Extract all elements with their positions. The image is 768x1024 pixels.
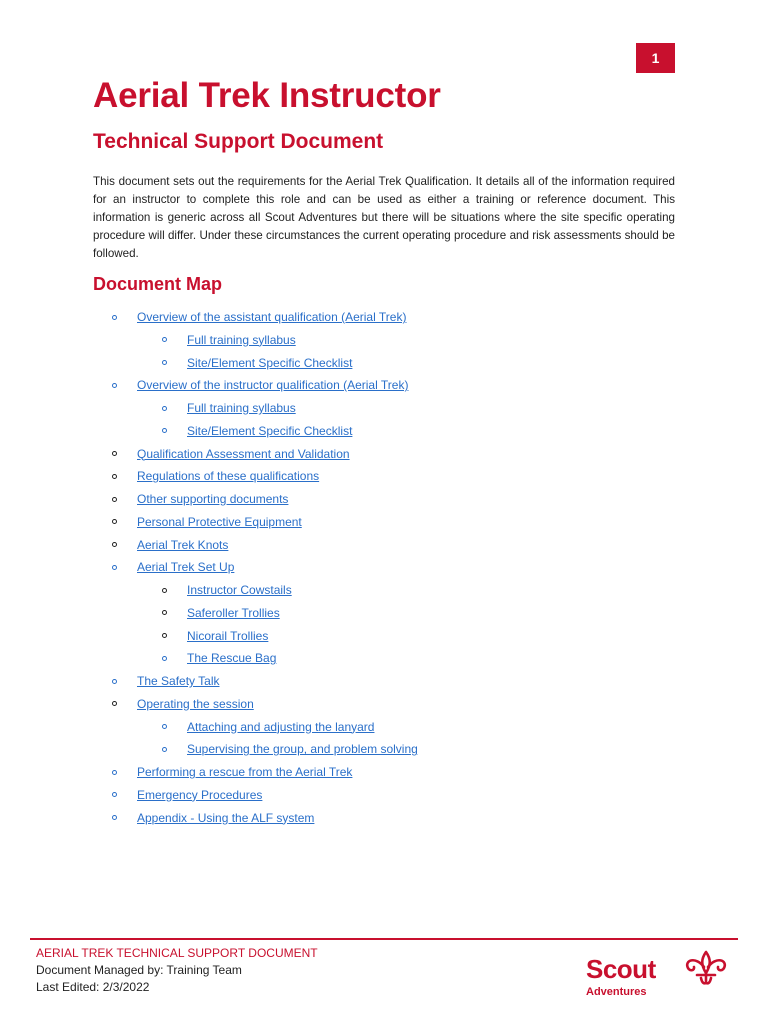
- document-map-item[interactable]: [112, 308, 406, 326]
- document-map-item[interactable]: [112, 536, 228, 554]
- footer-managed-by: Document Managed by: Training Team: [36, 963, 242, 977]
- bullet-icon: [112, 497, 117, 502]
- bullet-icon: [112, 815, 117, 820]
- footer-document-title: AERIAL TREK TECHNICAL SUPPORT DOCUMENT: [36, 946, 318, 960]
- bullet-icon: [162, 724, 167, 729]
- bullet-icon: [162, 428, 167, 433]
- document-map-item[interactable]: [112, 513, 302, 531]
- document-map-link[interactable]: Operating the session: [137, 696, 254, 711]
- document-map-item[interactable]: [162, 627, 268, 645]
- document-map-link[interactable]: Attaching and adjusting the lanyard: [187, 719, 375, 734]
- document-map-link[interactable]: Regulations of these qualifications: [137, 469, 320, 484]
- document-map-item[interactable]: [112, 809, 314, 827]
- document-map-link[interactable]: Nicorail Trollies: [187, 628, 269, 643]
- bullet-icon: [112, 679, 117, 684]
- document-map-link[interactable]: Performing a rescue from the Aerial Trek: [137, 765, 353, 779]
- document-map-item[interactable]: [112, 672, 220, 690]
- fleur-de-lis-icon: [680, 948, 732, 988]
- page-number-badge: 1: [636, 43, 675, 73]
- document-map-item[interactable]: [162, 422, 352, 440]
- logo-subtitle: Adventures: [586, 986, 647, 998]
- bullet-icon: [162, 747, 167, 752]
- document-map-link[interactable]: Aerial Trek Set Up: [137, 560, 235, 575]
- bullet-icon: [162, 588, 167, 593]
- document-map-item[interactable]: [112, 763, 352, 781]
- document-map-item[interactable]: [112, 695, 254, 713]
- document-map-link[interactable]: Supervising the group, and problem solving: [187, 742, 418, 757]
- document-map-link[interactable]: Personal Protective Equipment: [137, 514, 302, 529]
- document-map-item[interactable]: [162, 581, 292, 599]
- bullet-icon: [162, 406, 167, 411]
- document-map-link[interactable]: Instructor Cowstails: [187, 583, 292, 597]
- document-map-item[interactable]: [112, 490, 288, 508]
- bullet-icon: [112, 315, 117, 320]
- document-map-link[interactable]: Site/Element Specific Checklist: [187, 355, 353, 370]
- document-map-item[interactable]: [162, 740, 418, 758]
- document-map-link[interactable]: Saferoller Trollies: [187, 605, 280, 620]
- document-map-link[interactable]: The Rescue Bag: [187, 651, 277, 666]
- bullet-icon: [162, 610, 167, 615]
- bullet-icon: [112, 519, 117, 524]
- document-map-item[interactable]: [112, 467, 319, 485]
- bullet-icon: [112, 542, 117, 547]
- document-map-link[interactable]: Overview of the assistant qualification (Aerial Trek): [137, 310, 407, 324]
- document-map-item[interactable]: [162, 718, 374, 736]
- footer-last-edited: Last Edited: 2/3/2022: [36, 980, 150, 994]
- document-map-link[interactable]: Overview of the instructor qualification (Aerial Trek): [137, 378, 409, 393]
- bullet-icon: [112, 792, 117, 797]
- scout-adventures-logo: [584, 948, 734, 1000]
- bullet-icon: [162, 360, 167, 365]
- bullet-icon: [112, 565, 117, 570]
- document-map-item[interactable]: [112, 558, 234, 576]
- bullet-icon: [162, 656, 167, 661]
- document-map-item[interactable]: [162, 354, 352, 372]
- intro-paragraph: This document sets out the requirements for the Aerial Trek Qualification. It details all of the information required for an instructor to complete this role and can be used as either a training or reference document. This information is generic across all Scout Adventures but there will be situations where the site specific operating procedure will differ. Under these circumstances the current operating procedure and risk assessments should be followed.: [93, 175, 675, 260]
- document-map-link[interactable]: Qualification Assessment and Validation: [137, 446, 350, 461]
- document-map-link[interactable]: Other supporting documents: [137, 492, 289, 506]
- page-subtitle: Technical Support Document: [93, 130, 384, 153]
- bullet-icon: [162, 337, 167, 342]
- page-title: Aerial Trek Instructor: [93, 76, 441, 115]
- document-map-item[interactable]: [162, 604, 280, 622]
- document-map-link[interactable]: Site/Element Specific Checklist: [187, 423, 353, 438]
- document-map-link[interactable]: Appendix - Using the ALF system: [137, 810, 315, 825]
- document-map-item[interactable]: [162, 331, 296, 349]
- bullet-icon: [162, 633, 167, 638]
- document-map-link[interactable]: Emergency Procedures: [137, 787, 263, 802]
- document-map-item[interactable]: [162, 399, 296, 417]
- logo-wordmark: Scout: [586, 954, 656, 984]
- bullet-icon: [112, 770, 117, 775]
- document-map-item[interactable]: [162, 649, 276, 667]
- bullet-icon: [112, 451, 117, 456]
- document-map-link[interactable]: The Safety Talk: [137, 674, 220, 688]
- document-map-item[interactable]: [112, 376, 408, 394]
- bullet-icon: [112, 383, 117, 388]
- bullet-icon: [112, 701, 117, 706]
- document-map-item[interactable]: [112, 786, 262, 804]
- document-map-heading: Document Map: [93, 274, 223, 294]
- document-map-item[interactable]: [112, 445, 350, 463]
- document-map-link[interactable]: Aerial Trek Knots: [137, 537, 229, 552]
- footer-divider: [30, 938, 738, 940]
- document-map-link[interactable]: Full training syllabus: [187, 332, 296, 347]
- document-map-link[interactable]: Full training syllabus: [187, 401, 296, 415]
- bullet-icon: [112, 474, 117, 479]
